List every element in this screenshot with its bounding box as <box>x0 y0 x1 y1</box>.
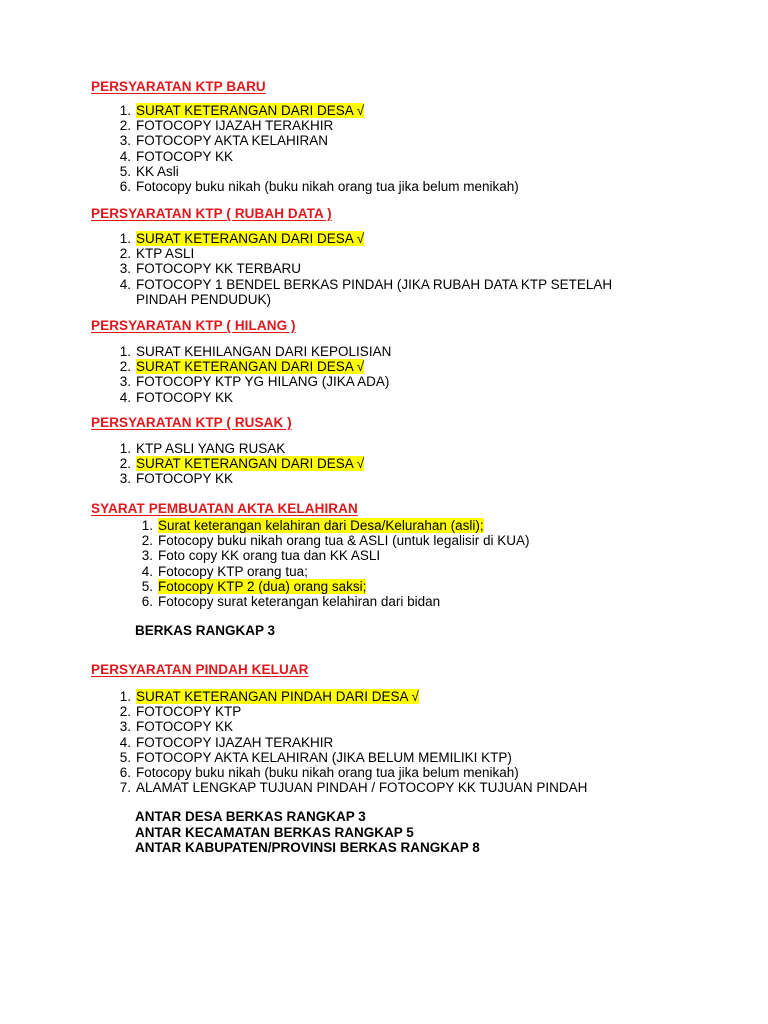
copies-note: ANTAR KECAMATAN BERKAS RANGKAP 5 <box>135 825 414 840</box>
requirements-list <box>119 231 613 307</box>
item-text: Fotocopy KTP orang tua; <box>158 563 308 579</box>
item-number: 2. <box>119 359 131 375</box>
copies-note: ANTAR DESA BERKAS RANGKAP 3 <box>135 809 366 824</box>
item-number: 1. <box>119 103 131 118</box>
item-text: KK Asli <box>136 163 179 179</box>
item-text: SURAT KETERANGAN DARI DESA √ <box>136 456 365 472</box>
item-number: 7. <box>119 780 131 796</box>
list-item <box>141 548 529 564</box>
list-item <box>119 765 587 781</box>
list-item <box>119 231 612 246</box>
list-item <box>141 518 529 533</box>
section-heading: PERSYARATAN KTP ( RUSAK ) <box>91 415 292 430</box>
item-text: ALAMAT LENGKAP TUJUAN PINDAH / FOTOCOPY KK TUJUAN PINDAH <box>136 780 588 796</box>
item-text: FOTOCOPY KK <box>136 148 234 164</box>
item-text: KTP ASLI <box>136 246 195 262</box>
item-number: 6. <box>141 594 153 610</box>
item-text: FOTOCOPY KTP YG HILANG (JIKA ADA) <box>136 374 390 390</box>
item-text: FOTOCOPY IJAZAH TERAKHIR <box>136 118 334 134</box>
item-text: Surat keterangan kelahiran dari Desa/Kelurahan (asli); <box>158 518 484 533</box>
item-number: 5. <box>141 578 153 594</box>
requirements-list <box>119 344 392 405</box>
item-text: FOTOCOPY KK TERBARU <box>136 261 302 277</box>
item-number: 5. <box>119 163 131 179</box>
list-item <box>119 163 519 179</box>
list-item <box>119 704 587 720</box>
list-item <box>119 719 587 735</box>
item-text: FOTOCOPY AKTA KELAHIRAN (JIKA BELUM MEMILIKI KTP) <box>136 749 512 765</box>
item-number: 3. <box>119 471 131 487</box>
item-text: PINDAH PENDUDUK) <box>136 291 272 307</box>
list-item <box>119 261 612 277</box>
list-item <box>119 471 364 487</box>
section-heading: SYARAT PEMBUATAN AKTA KELAHIRAN <box>91 501 358 516</box>
list-item <box>119 389 391 405</box>
item-text: Fotocopy buku nikah orang tua & ASLI (untuk legalisir di KUA) <box>158 533 530 549</box>
item-number: 6. <box>119 179 131 195</box>
item-text: KTP ASLI YANG RUSAK <box>136 441 286 456</box>
list-item <box>141 563 529 579</box>
copies-note: ANTAR KABUPATEN/PROVINSI BERKAS RANGKAP 8 <box>135 840 480 855</box>
item-text: Fotocopy surat keterangan kelahiran dari bidan <box>158 594 441 610</box>
item-number: 2. <box>141 533 153 549</box>
item-number: 1. <box>119 231 131 246</box>
list-item <box>119 148 519 164</box>
list-item <box>119 441 364 456</box>
item-number: 2. <box>119 456 131 472</box>
list-item <box>141 578 529 594</box>
list-item <box>119 246 612 262</box>
item-number: 5. <box>119 749 131 765</box>
item-number: 1. <box>119 344 131 359</box>
item-number: 4. <box>141 563 153 579</box>
requirements-list <box>119 689 588 796</box>
list-item <box>141 594 529 610</box>
copies-note: BERKAS RANGKAP 3 <box>135 623 276 638</box>
list-item <box>119 359 391 375</box>
item-number: 3. <box>119 261 131 277</box>
item-number: 2. <box>119 118 131 134</box>
item-number: 1. <box>119 441 131 456</box>
list-item <box>119 749 587 765</box>
item-number: 4. <box>119 734 131 750</box>
list-item <box>119 103 519 118</box>
item-text: FOTOCOPY AKTA KELAHIRAN <box>136 133 329 149</box>
item-number: 3. <box>119 133 131 149</box>
item-number: 1. <box>141 518 153 533</box>
item-number: 2. <box>119 246 131 262</box>
item-number: 4. <box>119 148 131 164</box>
section-heading: PERSYARATAN KTP ( HILANG ) <box>91 318 296 333</box>
item-number: 4. <box>119 276 131 292</box>
list-item <box>119 344 392 359</box>
list-item <box>119 689 587 704</box>
item-text: Fotocopy buku nikah (buku nikah orang tua jika belum menikah) <box>136 179 519 195</box>
list-item <box>141 533 530 549</box>
item-text: SURAT KETERANGAN DARI DESA √ <box>136 231 365 246</box>
item-text: FOTOCOPY KTP <box>136 704 242 720</box>
item-number: 4. <box>119 389 131 405</box>
requirements-list <box>141 518 530 610</box>
item-text: Fotocopy KTP 2 (dua) orang saksi; <box>158 578 367 594</box>
section-heading: PERSYARATAN PINDAH KELUAR <box>91 662 309 677</box>
list-item-continuation <box>136 292 612 307</box>
item-text: FOTOCOPY KK <box>136 471 234 487</box>
item-number: 2. <box>119 704 131 720</box>
section-heading: PERSYARATAN KTP ( RUBAH DATA ) <box>91 206 332 221</box>
item-number: 3. <box>119 719 131 735</box>
item-text: SURAT KEHILANGAN DARI KEPOLISIAN <box>136 344 392 359</box>
list-item <box>119 118 519 134</box>
list-item <box>119 456 365 472</box>
section-heading: PERSYARATAN KTP BARU <box>91 79 266 94</box>
item-text: SURAT KETERANGAN PINDAH DARI DESA √ <box>136 689 419 704</box>
item-number: 3. <box>119 374 131 390</box>
item-text: FOTOCOPY KK <box>136 719 234 735</box>
list-item <box>119 179 519 195</box>
list-item <box>119 374 391 390</box>
item-text: Foto copy KK orang tua dan KK ASLI <box>158 548 381 564</box>
item-text: FOTOCOPY KK <box>136 389 234 405</box>
list-item <box>119 780 588 796</box>
item-text: SURAT KETERANGAN DARI DESA √ <box>136 359 365 375</box>
item-text: Fotocopy buku nikah (buku nikah orang tua jika belum menikah) <box>136 765 519 781</box>
item-text: FOTOCOPY 1 BENDEL BERKAS PINDAH (JIKA RUBAH DATA KTP SETELAH <box>136 276 613 292</box>
requirements-list <box>119 441 365 487</box>
item-text: FOTOCOPY IJAZAH TERAKHIR <box>136 734 334 750</box>
list-item <box>119 276 613 292</box>
item-text: SURAT KETERANGAN DARI DESA √ <box>136 103 365 118</box>
requirements-list <box>119 103 519 195</box>
item-number: 3. <box>141 548 153 564</box>
item-number: 6. <box>119 765 131 781</box>
list-item <box>119 133 519 149</box>
item-number: 1. <box>119 689 131 704</box>
list-item <box>119 734 587 750</box>
